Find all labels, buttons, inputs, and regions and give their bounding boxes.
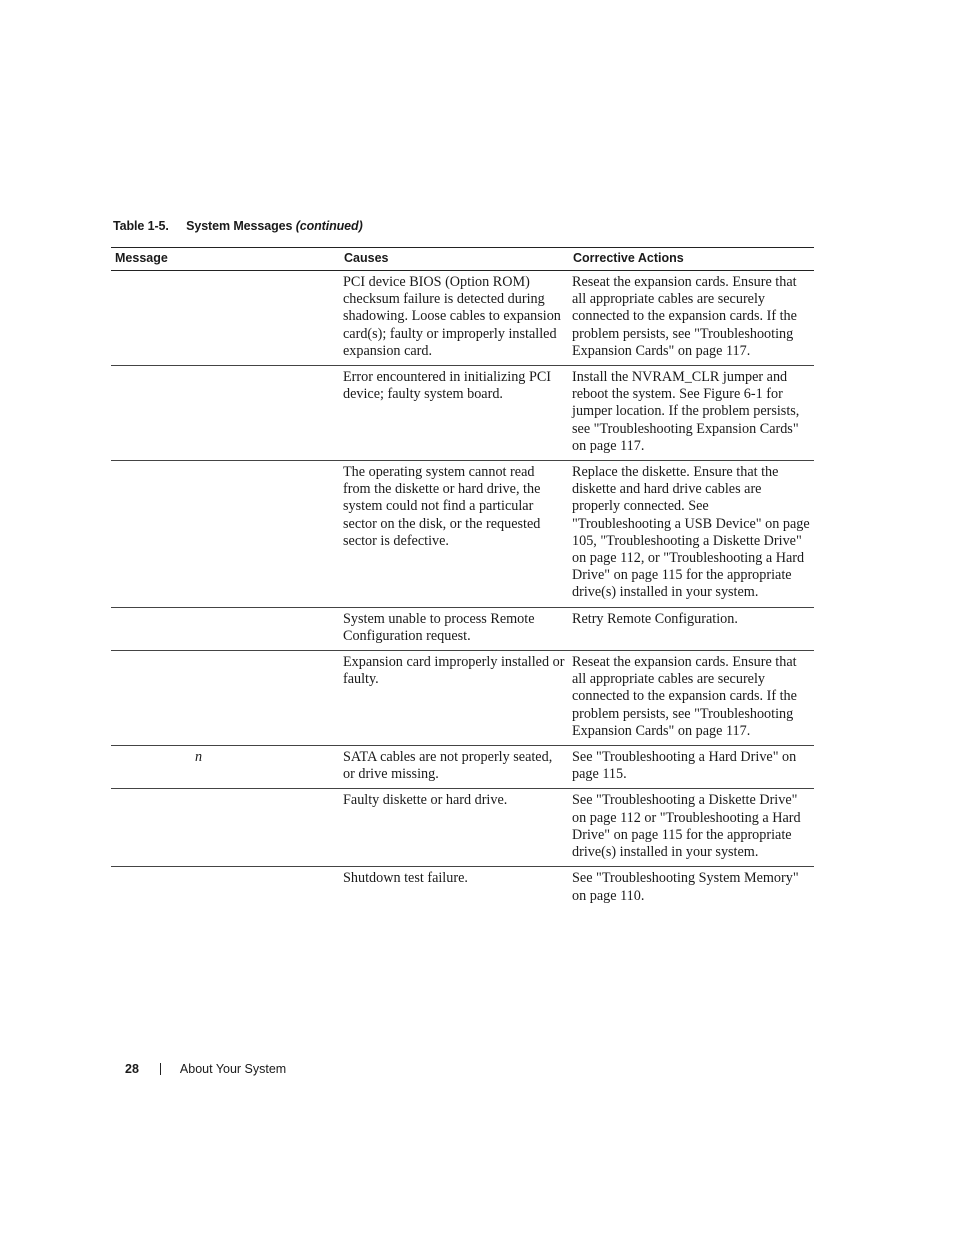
table-row (111, 651, 814, 746)
message-variable-n: n (195, 749, 203, 766)
message-cell (111, 651, 340, 746)
action-cell: Install the NVRAM_CLR jumper and reboot the system. See Figure 6-1 for jumper location. If the problem persists, see "Troubleshooting Expansion Cards" on page 117. (569, 366, 814, 461)
cause-cell: Expansion card improperly installed or faulty. (340, 651, 569, 746)
message-cell (111, 607, 340, 650)
message-cell (111, 366, 340, 461)
message-cell (111, 461, 340, 608)
table-row (111, 271, 814, 366)
action-cell: See "Troubleshooting a Diskette Drive" on page 112 or "Troubleshooting a Hard Drive" on page 115 for the appropriate drive(s) installed in your system. (569, 789, 814, 867)
table-continued-label: (continued) (295, 219, 363, 233)
table-row (111, 366, 814, 461)
message-cell (111, 746, 340, 789)
cause-cell: SATA cables are not properly seated, or drive missing. (340, 746, 569, 789)
cause-cell: Faulty diskette or hard drive. (340, 789, 569, 867)
table-number: Table 1-5. (113, 219, 169, 233)
action-cell: See "Troubleshooting a Hard Drive" on page 115. (569, 746, 814, 789)
action-cell: Replace the diskette. Ensure that the diskette and hard drive cables are properly connected. See "Troubleshooting a USB Device" on page 105, "Troubleshooting a Diskette Drive" on page 112, or "Troubleshooting a Hard Drive" on page 115 for the appropriate drive(s) installed in your system. (569, 461, 814, 608)
action-cell: Reseat the expansion cards. Ensure that all appropriate cables are securely connected to the expansion cards. If the problem persists, see "Troubleshooting Expansion Cards" on page 117. (569, 651, 814, 746)
message-cell (111, 867, 340, 910)
footer-section-title: About Your System (179, 1062, 287, 1076)
table-row (111, 789, 814, 867)
header-corrective-actions: Corrective Actions (569, 248, 814, 271)
table-row (111, 867, 814, 910)
cause-cell: The operating system cannot read from the diskette or hard drive, the system could not find a particular sector on the disk, or the requested sector is defective. (340, 461, 569, 608)
header-causes: Causes (340, 248, 569, 271)
cause-cell: PCI device BIOS (Option ROM) checksum failure is detected during shadowing. Loose cables to expansion card(s); faulty or improperly installed expansion card. (340, 271, 569, 366)
footer-divider (160, 1063, 161, 1075)
cause-cell: Shutdown test failure. (343, 870, 468, 887)
table-row (111, 607, 814, 650)
cause-cell: Error encountered in initializing PCI device; faulty system board. (340, 366, 569, 461)
system-messages-table (111, 247, 814, 910)
table-header-row (111, 248, 814, 271)
page-footer (125, 1062, 286, 1076)
table-row (111, 461, 814, 608)
table-title: System Messages (186, 219, 293, 233)
header-message: Message (111, 248, 340, 271)
cause-cell: System unable to process Remote Configuration request. (340, 607, 569, 650)
action-cell: Retry Remote Configuration. (569, 607, 814, 650)
page-number: 28 (125, 1062, 139, 1076)
action-cell: Reseat the expansion cards. Ensure that all appropriate cables are securely connected to the expansion cards. If the problem persists, see "Troubleshooting Expansion Cards" on page 117. (569, 271, 814, 366)
message-cell (111, 271, 340, 366)
table-caption (113, 219, 363, 233)
message-cell (111, 789, 340, 867)
table-row (111, 746, 814, 789)
action-cell: See "Troubleshooting System Memory" on page 110. (572, 870, 799, 904)
